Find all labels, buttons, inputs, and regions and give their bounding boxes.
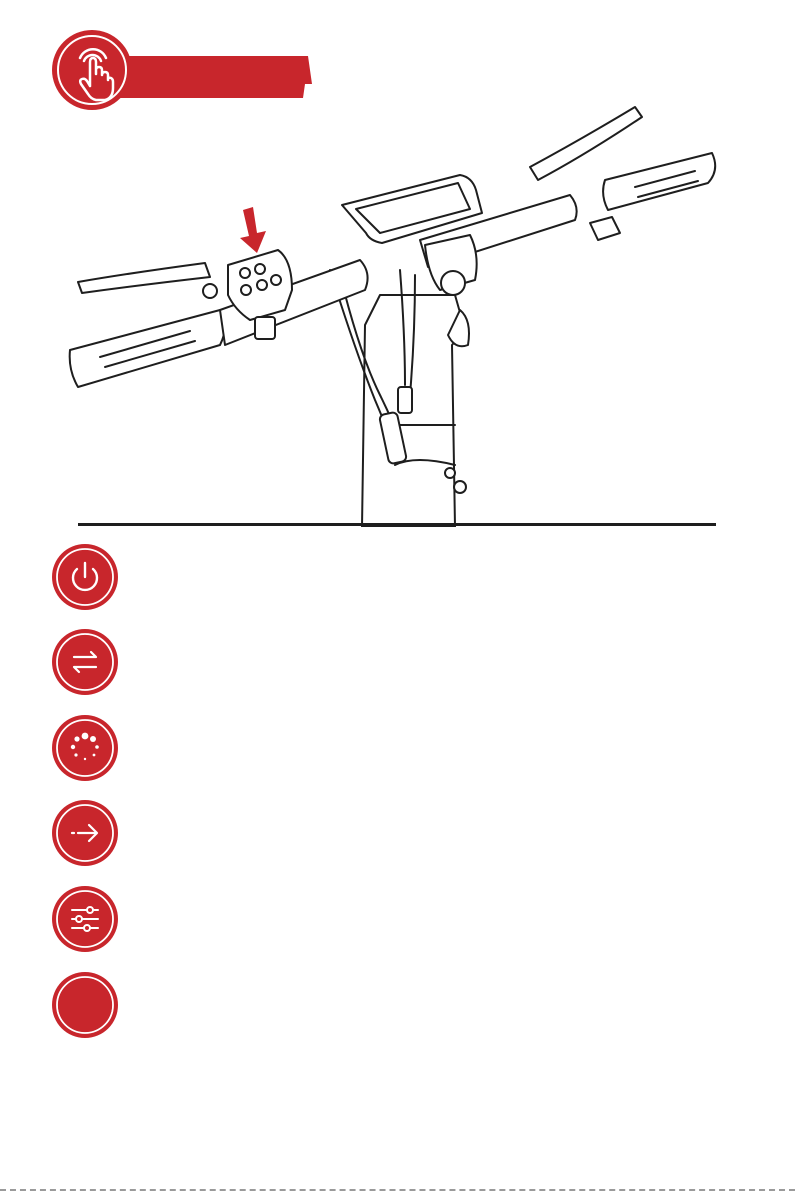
header-ribbon	[105, 56, 312, 98]
feature-row-blank	[50, 970, 750, 1044]
blank-circle-icon	[58, 978, 112, 1032]
feature-row-arrow	[50, 798, 750, 872]
feature-icon-swap	[50, 627, 120, 697]
section-divider	[78, 523, 716, 526]
feature-icon-blank	[50, 970, 120, 1040]
feature-row-sliders	[50, 884, 750, 958]
feature-icon-power	[50, 542, 120, 612]
left-brake-lever	[78, 263, 210, 293]
feature-row-loading	[50, 713, 750, 787]
page-cut-line	[0, 1189, 795, 1191]
right-brake-lever	[530, 107, 642, 180]
feature-icon-loading	[50, 713, 120, 783]
highlight-arrow	[240, 207, 266, 253]
feature-icon-arrow	[50, 798, 120, 868]
sliders-icon	[72, 907, 98, 931]
handlebar-illustration	[60, 95, 740, 527]
feature-row-swap	[50, 627, 750, 701]
left-grip	[70, 310, 225, 387]
feature-icon-sliders	[50, 884, 120, 954]
feature-row-power	[50, 542, 750, 616]
